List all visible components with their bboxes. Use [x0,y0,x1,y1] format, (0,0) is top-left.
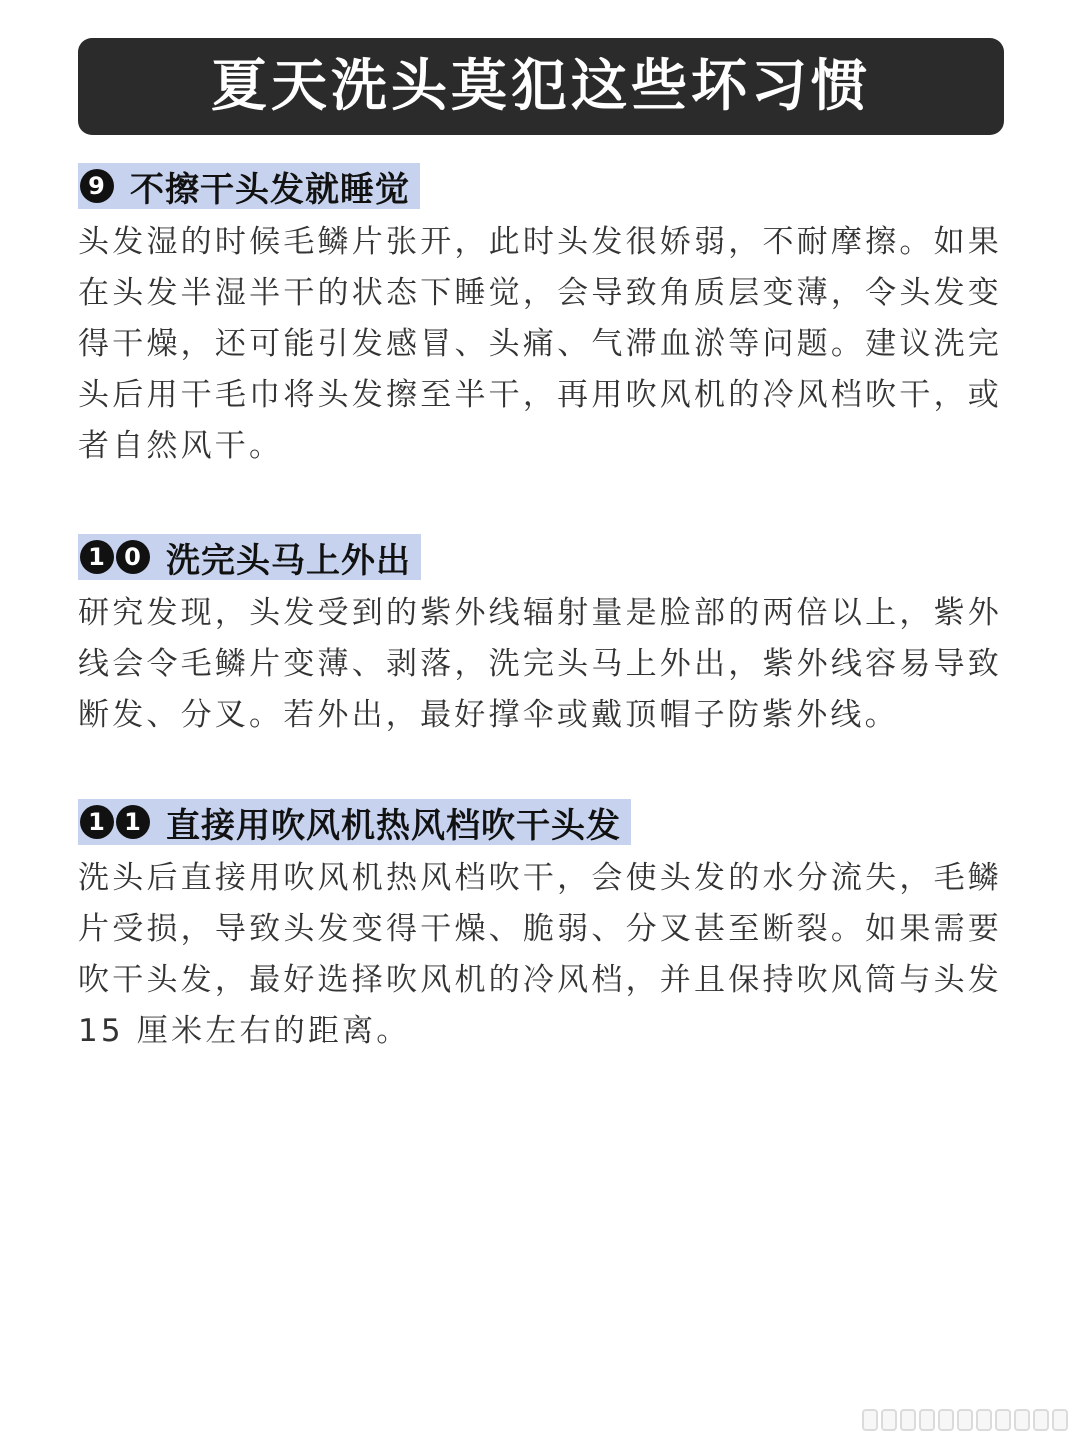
number-circle-icon: 1 [116,805,150,839]
image-stack-icon-part [1033,1409,1049,1431]
title-banner [78,38,1004,135]
section-number [80,169,114,203]
number-circle-icon: 9 [80,169,114,203]
image-stack-icon-part [995,1409,1011,1431]
section-heading [78,163,420,209]
number-circle-icon: 1 [80,805,114,839]
image-stack-icon-part [919,1409,935,1431]
section-heading [78,799,631,845]
section-heading-text: 直接用吹风机热风档吹干头发 [166,805,621,846]
section-heading-text: 洗完头马上外出 [166,540,411,581]
section-11 [78,799,1002,1057]
section-heading-text: 不擦干头发就睡觉 [130,169,410,210]
image-stack-icon-part [1052,1409,1068,1431]
number-circle-icon: 0 [116,540,150,574]
image-stack-icon-part [938,1409,954,1431]
image-stack-icon [862,1407,1068,1433]
section-number [80,540,150,574]
section-body: 研究发现，头发受到的紫外线辐射量是脸部的两倍以上，紫外线会令毛鳞片变薄、剥落，洗完头马上外出，紫外线容易导致断发、分叉。若外出，最好撑伞或戴顶帽子防紫外线。 [78,595,1002,733]
image-stack-icon-part [1014,1409,1030,1431]
section-heading [78,534,421,580]
section-body: 洗头后直接用吹风机热风档吹干，会使头发的水分流失，毛鳞片受损，导致头发变得干燥、脆弱、分叉甚至断裂。如果需要吹干头发，最好选择吹风机的冷风档，并且保持吹风筒与头发 15 厘米左右的距离。 [78,860,1002,1049]
section-10 [78,534,1002,741]
number-circle-icon: 1 [80,540,114,574]
page-title: 夏天洗头莫犯这些坏习惯 [211,53,871,119]
section-body: 头发湿的时候毛鳞片张开，此时头发很娇弱，不耐摩擦。如果在头发半湿半干的状态下睡觉，会导致角质层变薄，令头发变得干燥，还可能引发感冒、头痛、气滞血淤等问题。建议洗完头后用干毛巾将头发擦至半干，再用吹风机的冷风档吹干，或者自然风干。 [78,224,1002,464]
image-stack-icon-part [862,1409,878,1431]
section-9 [78,163,1002,472]
image-stack-icon-part [957,1409,973,1431]
image-stack-icon-part [881,1409,897,1431]
image-stack-icon-part [900,1409,916,1431]
image-stack-icon-part [976,1409,992,1431]
section-number [80,805,150,839]
